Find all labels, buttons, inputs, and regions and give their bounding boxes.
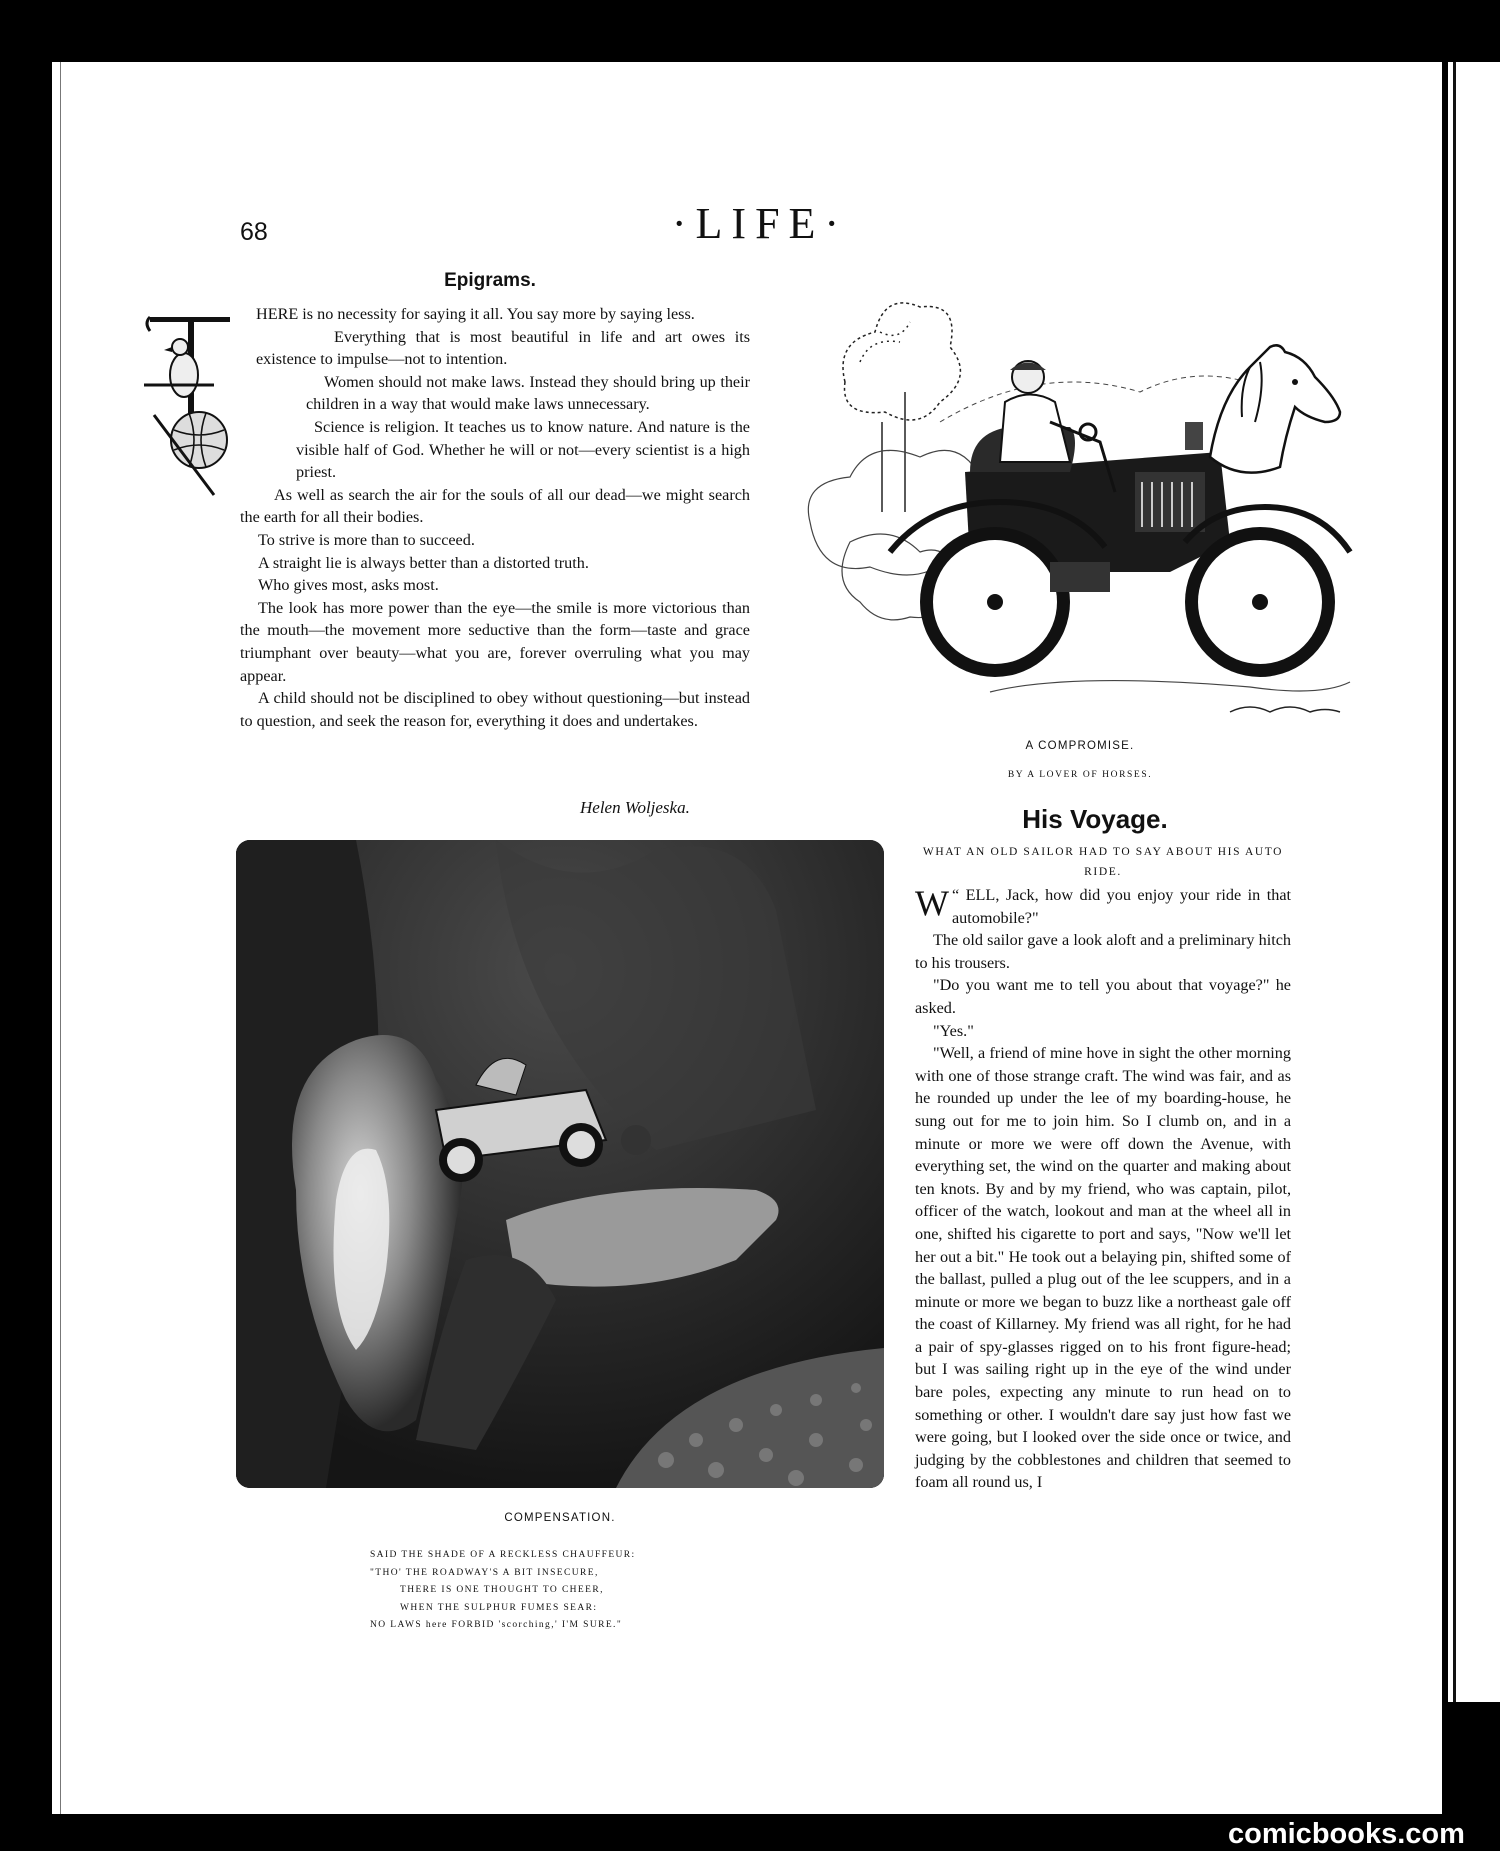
voyage-paragraph-1: “ W ELL, Jack, how did you enjoy your ride in that automobile?" — [915, 883, 1292, 927]
voyage-paragraph-4: "Yes." — [933, 1021, 974, 1040]
epigram-7: A straight lie is always better than a distorted truth. — [258, 553, 589, 572]
voyage-paragraph-2: The old sailor gave a look aloft and a preliminary hitch to his trousers. — [915, 931, 1291, 972]
poem-line-5: NO LAWS here FORBID 'scorching,' I'M SURE." — [370, 1620, 623, 1630]
voyage-subtitle: WHAT AN OLD SAILOR HAD TO SAY ABOUT HIS AUTO RIDE. — [922, 846, 1284, 878]
voyage-body — [915, 884, 1291, 1494]
compromise-caption: A COMPROMISE. — [1025, 740, 1135, 752]
voyage-drop-letter: W — [915, 883, 949, 923]
poem-line-3: THERE IS ONE THOUGHT TO CHEER, — [400, 1585, 604, 1595]
epigram-4: Science is religion. It teaches us to know nature. And nature is the visible half of God. Whether he will or not—every scientist is a high priest. — [296, 417, 750, 482]
decorated-drop-cap-t — [150, 305, 248, 501]
epigram-5: As well as search the air for the souls of all our dead—we might search the earth for all their bodies. — [240, 485, 750, 527]
epigrams-title: Epigrams. — [444, 270, 536, 291]
voyage-title: His Voyage. — [1022, 804, 1168, 834]
epigram-10: A child should not be disciplined to obey without questioning—but instead to question, and seek the reason for, everything it does and undertakes. — [240, 689, 750, 730]
next-page-edge — [1448, 62, 1500, 1702]
epigram-2: Everything that is most beautiful in life and art owes its existence to impulse—not to intention. — [256, 327, 750, 369]
poem-line-4: WHEN THE SULPHUR FUMES SEAR: — [400, 1602, 598, 1613]
compromise-illustration — [790, 272, 1366, 720]
epigram-6: To strive is more than to succeed. — [258, 530, 475, 549]
poem-line-1: SAID THE SHADE OF A RECKLESS CHAUFFEUR: — [370, 1550, 636, 1560]
compensation-poem — [370, 1547, 770, 1635]
epigram-1: HERE is no necessity for saying it all. You say more by saying less. — [256, 305, 695, 323]
epigrams-body — [240, 303, 750, 732]
watermark: comicbooks.com — [1228, 1818, 1465, 1850]
voyage-paragraph-5: "Well, a friend of mine hove in sight the other morning with one of those strange craft. The wind was fair, and as he rounded up under the lee of my boarding-house, he sung out for me to join him. So I clumb on, and in a minute or more we were off down the Avenue, with everything set, the wind on the quarter and making about ten knots. By and by my friend, who was captain, pilot, officer of the watch, lookout and man at the wheel all in one, shifted his cigarette to port and says, "Now we'll let her out a bit." He took out a belaying pin, shifted some of the ballast, pulled a plug out of the lee scuppers, and in a minute or more we began to buzz like a northeast gale off the coast of Killarney. My friend was all right, for he had a pair of spy-glasses rigged on to his front figure-head; but I was sailing right up in the eye of the wind under bare poles, expecting any minute to run head on to something or other. I wouldn't dare say just how fast we were going, but I looked over the side once or twice, and judging by the cobblestones and children that seemed to foam all round us, I — [915, 1044, 1291, 1492]
page-number: 68 — [240, 218, 268, 246]
voyage-paragraph-3: "Do you want me to tell you about that voyage?" he asked. — [915, 976, 1291, 1017]
magazine-title: ·LIFE· — [671, 199, 849, 248]
page-edge-line — [60, 62, 61, 1814]
epigram-3: Women should not make laws. Instead they should bring up their children in a way that would make laws unnecessary. — [306, 372, 750, 414]
epigram-8: Who gives most, asks most. — [258, 576, 439, 595]
signature: Helen Woljeska. — [580, 798, 690, 817]
epigram-9: The look has more power than the eye—the smile is more victorious than the mouth—the movement more seductive than the form—taste and grace triumphant over beauty—what you are, forever overruling what you may appear. — [240, 598, 750, 685]
compromise-credit: BY A LOVER OF HORSES. — [1007, 770, 1153, 780]
compensation-caption: COMPENSATION. — [504, 1512, 616, 1524]
poem-line-2: "THO' THE ROADWAY'S A BIT INSECURE, — [370, 1567, 599, 1578]
compensation-illustration — [236, 840, 884, 1488]
